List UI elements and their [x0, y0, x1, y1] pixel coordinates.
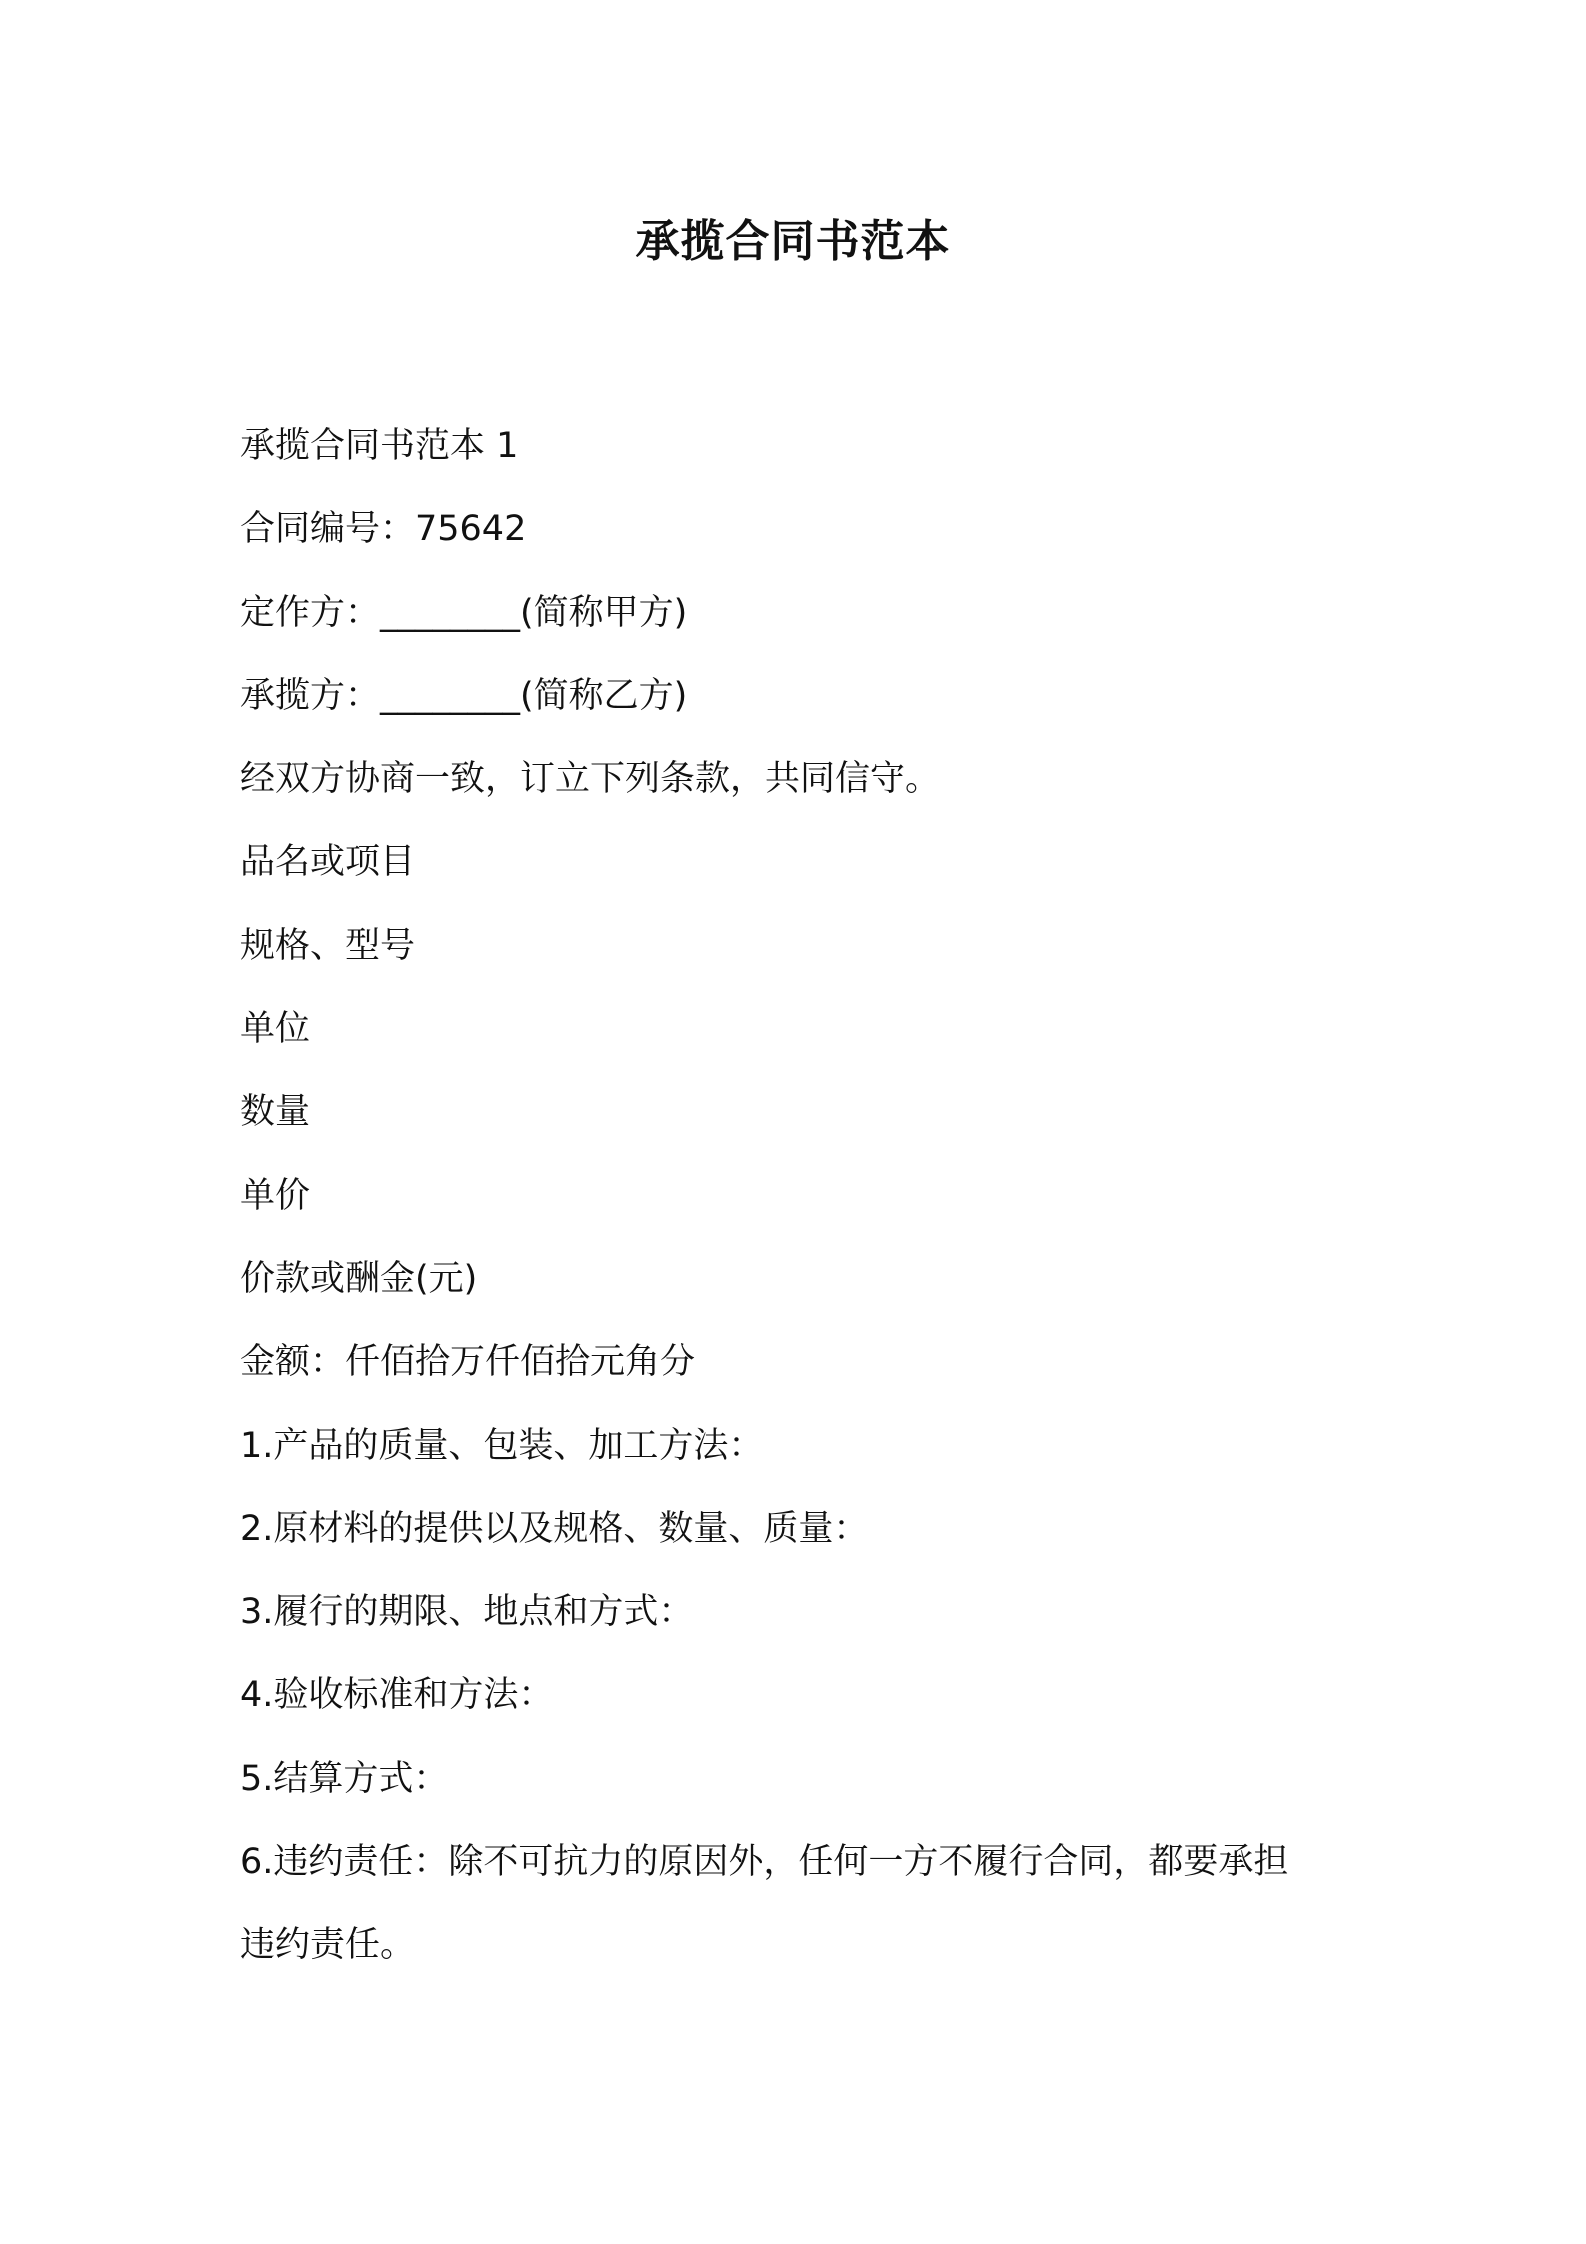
document-title: 承揽合同书范本 [635, 216, 951, 267]
document-body [240, 405, 1370, 1988]
clause-1: 1.产品的质量、包装、加工方法： [240, 1425, 764, 1466]
clause-2: 2.原材料的提供以及规格、数量、质量： [240, 1508, 869, 1549]
clause-3: 3.履行的期限、地点和方式： [240, 1592, 694, 1633]
clause-5: 5.结算方式： [240, 1758, 449, 1799]
party-b-line: 承揽方：________(简称乙方) [240, 675, 688, 716]
clause-6-continued: 违约责任。 [240, 1925, 416, 1966]
section-heading: 承揽合同书范本 1 [240, 426, 519, 466]
contract-number: 合同编号：75642 [240, 509, 527, 550]
clause-4: 4.验收标准和方法： [240, 1675, 554, 1716]
clause-6: 6.违约责任：除不可抗力的原因外，任何一方不履行合同，都要承担 [240, 1842, 1289, 1883]
spec-model-label: 规格、型号 [240, 925, 416, 966]
unit-label: 单位 [240, 1009, 311, 1050]
agreement-statement: 经双方协商一致，订立下列条款，共同信守。 [240, 759, 941, 800]
amount-line: 金额：仟佰拾万仟佰拾元角分 [240, 1342, 696, 1383]
unit-price-label: 单价 [240, 1175, 311, 1216]
item-name-label: 品名或项目 [240, 842, 416, 883]
payment-label: 价款或酬金(元) [240, 1258, 478, 1299]
party-a-line: 定作方：________(简称甲方) [240, 592, 688, 633]
quantity-label: 数量 [240, 1092, 311, 1133]
